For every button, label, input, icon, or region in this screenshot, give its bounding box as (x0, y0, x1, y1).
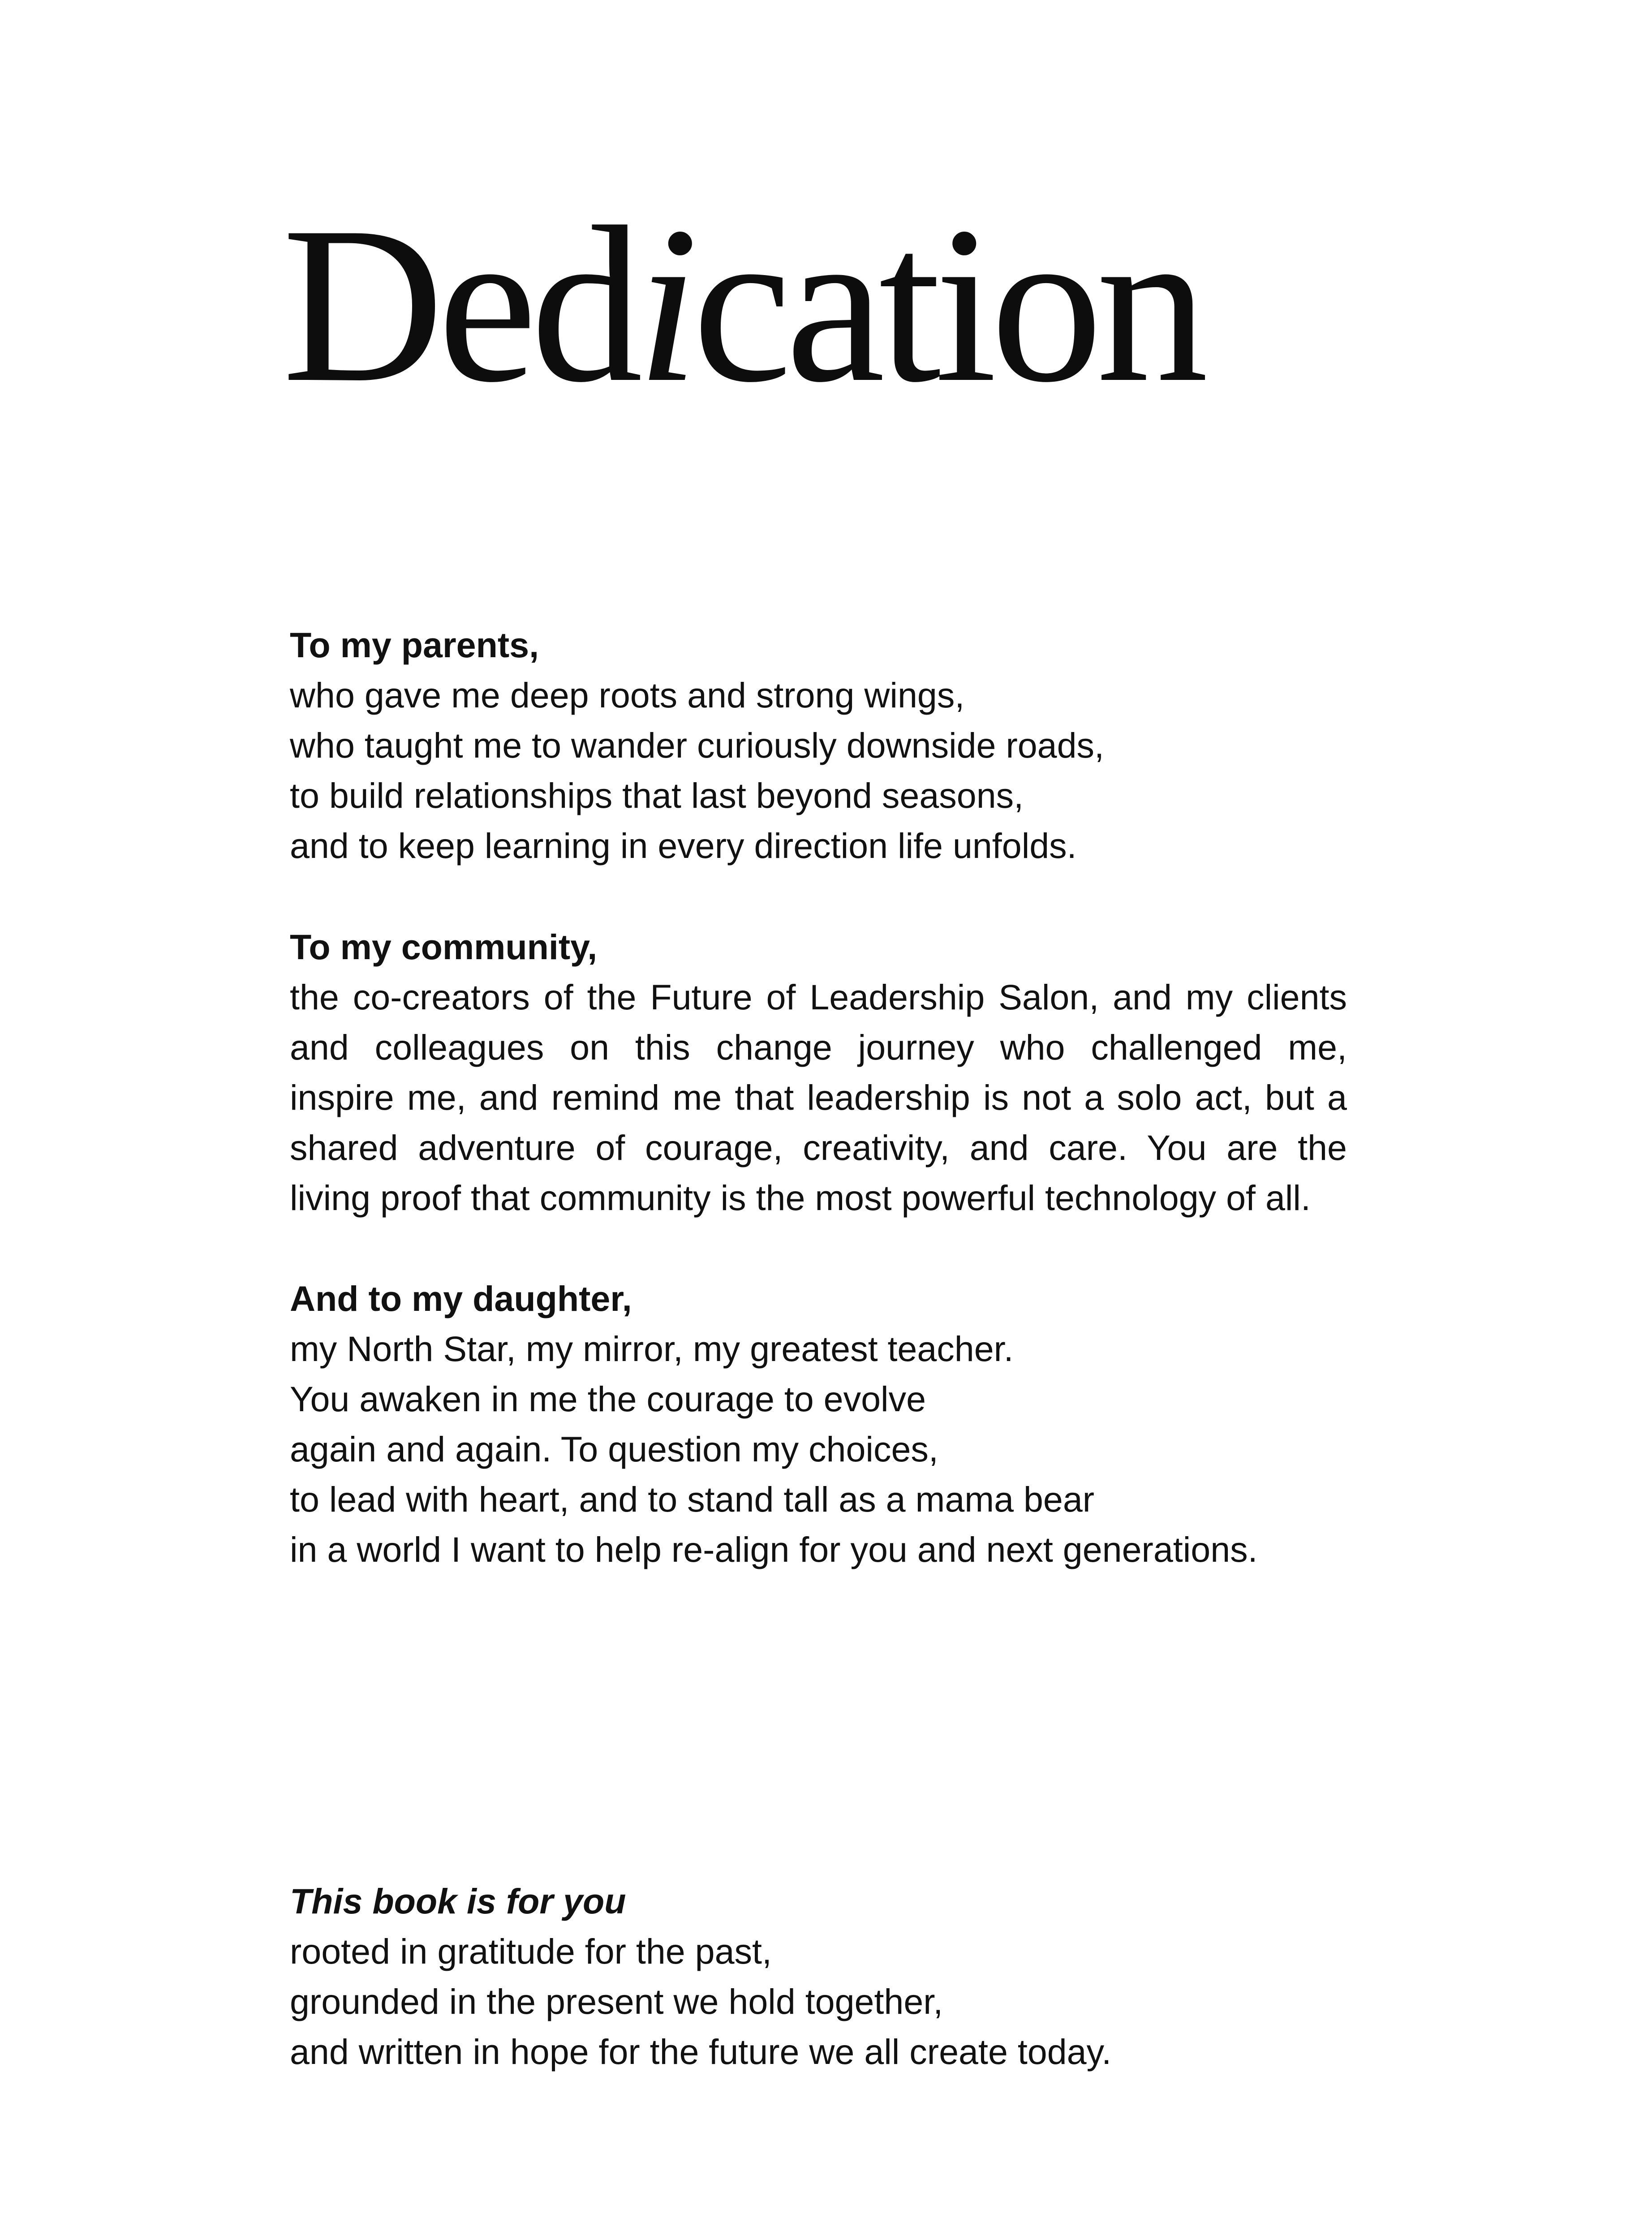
page-title (282, 181, 1202, 429)
dedication-closing (290, 1876, 1347, 2077)
text-line: to lead with heart, and to stand tall as a mama bear (290, 1479, 1095, 1519)
text-line: the co-creators of the Future of Leadership Salon, and my clients (290, 977, 1347, 1017)
section-heading: This book is for you (290, 1881, 626, 1921)
title-part-end: cation (692, 181, 1202, 429)
text-line: who gave me deep roots and strong wings, (290, 675, 965, 715)
dedication-daughter (290, 1274, 1347, 1575)
title-part-start: Ded (282, 181, 637, 429)
text-line: and to keep learning in every direction life unfolds. (290, 826, 1077, 866)
section-heading: To my community, (290, 927, 598, 967)
text-line: my North Star, my mirror, my greatest teacher. (290, 1329, 1014, 1369)
text-line: grounded in the present we hold together, (290, 1982, 943, 2021)
text-line: rooted in gratitude for the past, (290, 1931, 772, 1971)
text-line: inspire me, and remind me that leadership is not a solo act, but a (290, 1077, 1347, 1117)
text-line: again and again. To question my choices, (290, 1429, 938, 1469)
section-heading: And to my daughter, (290, 1279, 632, 1318)
dedication-community (290, 922, 1347, 1223)
text-line: in a world I want to help re-align for you and next generations. (290, 1529, 1258, 1569)
text-line: You awaken in me the courage to evolve (290, 1379, 926, 1419)
text-line: and written in hope for the future we all create today. (290, 2032, 1112, 2072)
title-accent-letter: i (637, 181, 693, 429)
text-line: shared adventure of courage, creativity, and care. You are the (290, 1128, 1347, 1167)
text-line: to build relationships that last beyond seasons, (290, 775, 1024, 815)
text-line: and colleagues on this change journey who challenged me, (290, 1027, 1347, 1067)
text-line: living proof that community is the most powerful technology of all. (290, 1178, 1311, 1218)
text-line: who taught me to wander curiously downside roads, (290, 725, 1105, 765)
dedication-parents (290, 620, 1347, 871)
section-heading: To my parents, (290, 625, 539, 665)
